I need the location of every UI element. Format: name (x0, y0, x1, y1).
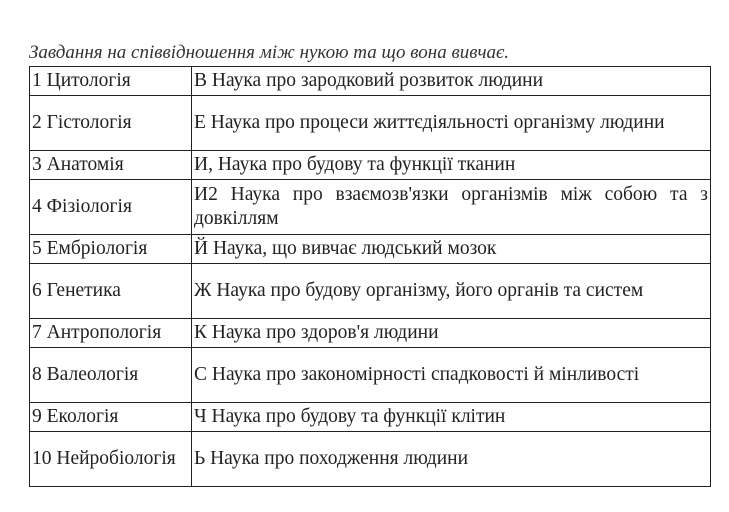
definition-cell: И2 Наука про взаємозв'язки організмів між собою та з довкіллям (192, 180, 711, 235)
table-row (30, 180, 711, 235)
term-cell: 2 Гістологія (30, 96, 192, 151)
table-row (30, 348, 711, 403)
term-cell: 8 Валеологія (30, 348, 192, 403)
definition-cell: Й Наука, що вивчає людський мозок (192, 235, 711, 264)
term-cell: 4 Фізіологія (30, 180, 192, 235)
definition-cell: Ж Наука про будову організму, його органів та систем (192, 264, 711, 319)
definition-cell: С Наука про закономірності спадковості й мінливості (192, 348, 711, 403)
table-row (30, 319, 711, 348)
table-row (30, 403, 711, 432)
definition-cell: В Наука про зародковий розвиток людини (192, 67, 711, 96)
definition-cell: К Наука про здоров'я людини (192, 319, 711, 348)
table-row (30, 432, 711, 487)
term-cell: 1 Цитологія (30, 67, 192, 96)
table-row (30, 264, 711, 319)
term-cell: 10 Нейробіологія (30, 432, 192, 487)
matching-table (29, 66, 711, 487)
term-cell: 5 Ембріологія (30, 235, 192, 264)
table-row (30, 151, 711, 180)
definition-cell: Ь Наука про походження людини (192, 432, 711, 487)
table-row (30, 67, 711, 96)
definition-cell: Е Наука про процеси життєдіяльності організму людини (192, 96, 711, 151)
definition-cell: Ч Наука про будову та функції клітин (192, 403, 711, 432)
table-caption: Завдання на співвідношення між нукою та що вона вивчає. (29, 42, 510, 63)
table-row (30, 235, 711, 264)
term-cell: 7 Антропологія (30, 319, 192, 348)
definition-cell: И, Наука про будову та функції тканин (192, 151, 711, 180)
term-cell: 9 Екологія (30, 403, 192, 432)
term-cell: 6 Генетика (30, 264, 192, 319)
term-cell: 3 Анатомія (30, 151, 192, 180)
table-row (30, 96, 711, 151)
